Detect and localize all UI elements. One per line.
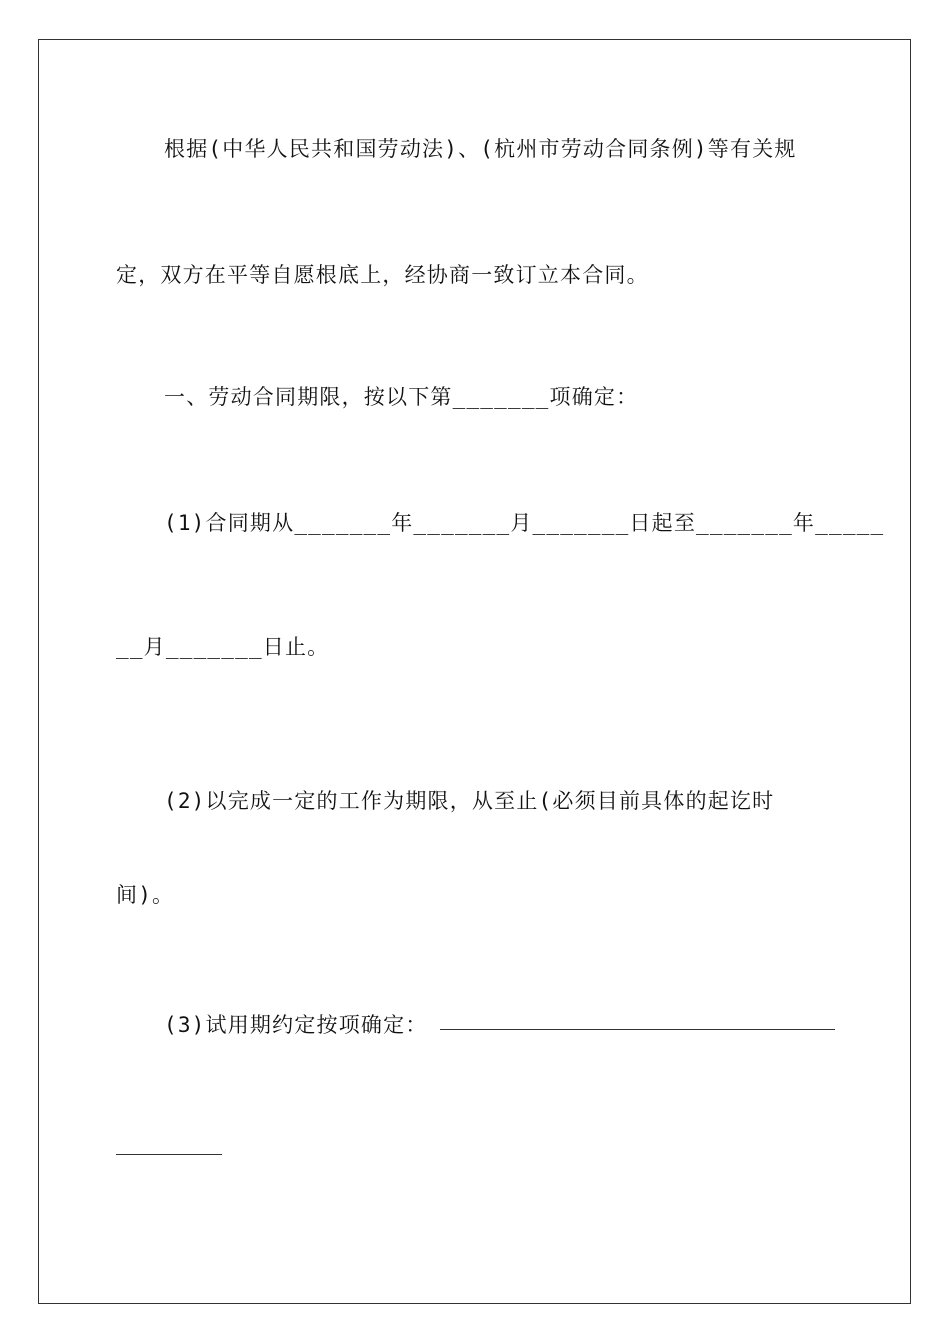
clause-1-item-2-line-2: 间)。: [116, 883, 175, 907]
clause-1-item-2-line-1: (2)以完成一定的工作为期限，从至止(必须目前具体的起讫时: [164, 789, 775, 813]
paragraph-intro-line-2: 定，双方在平等自愿根底上，经协商一致订立本合同。: [116, 263, 649, 287]
clause-1-item-1-line-1: (1)合同期从_______年_______月_______日起至_______年_____: [164, 511, 885, 535]
clause-1-item-1-line-2: __月_______日止。: [116, 635, 330, 659]
trial-period-blank-line-2: [116, 1154, 222, 1155]
clause-1-item-3-label: (3)试用期约定按项确定：: [164, 1013, 428, 1037]
clause-1-heading: 一、劳动合同期限，按以下第_______项确定：: [164, 385, 639, 409]
trial-period-blank-line-1: [440, 1029, 835, 1030]
page-frame: [38, 39, 911, 1304]
paragraph-intro-line-1: 根据(中华人民共和国劳动法)、(杭州市劳动合同条例)等有关规: [164, 137, 797, 161]
